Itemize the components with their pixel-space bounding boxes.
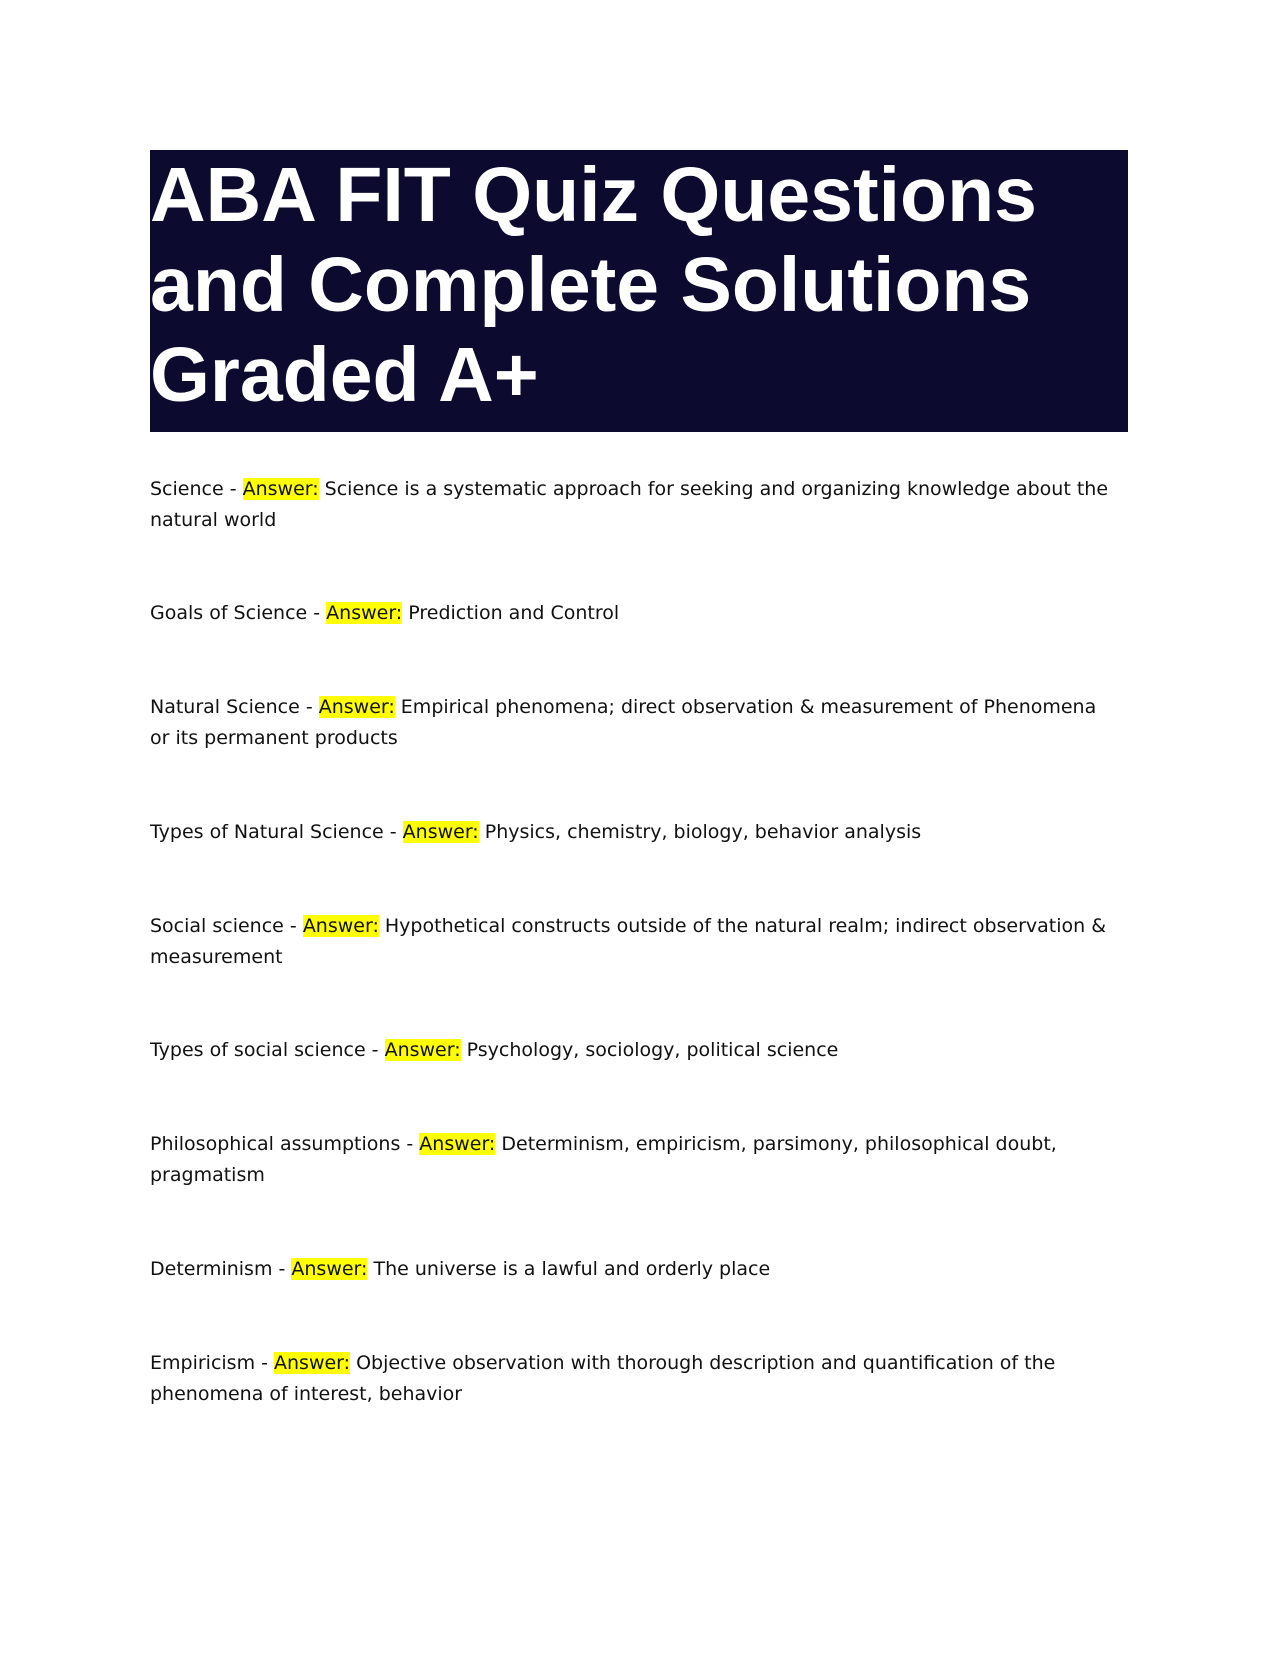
qa-separator: -	[365, 1039, 385, 1061]
qa-item-social-science	[150, 911, 1113, 973]
qa-definition: The universe is a lawful and orderly place	[367, 1258, 771, 1280]
document-title: ABA FIT Quiz Questions and Complete Solutions Graded A+	[150, 152, 1037, 418]
qa-separator: -	[307, 602, 327, 624]
answer-label: Answer:	[291, 1258, 368, 1280]
qa-definition: Objective observation with thorough description and quantification of the phenomena of interest, behavior	[150, 1352, 1062, 1405]
qa-term: Goals of Science	[150, 602, 308, 624]
qa-definition: Hypothetical constructs outside of the natural realm; indirect observation & measurement	[150, 915, 1113, 968]
qa-separator: -	[283, 915, 303, 937]
qa-term: Types of Natural Science	[150, 821, 384, 843]
qa-term: Philosophical assumptions	[150, 1133, 401, 1155]
answer-label: Answer:	[326, 602, 403, 624]
qa-item-types-of-natural-science	[150, 817, 1110, 848]
qa-separator: -	[272, 1258, 292, 1280]
qa-definition: Empirical phenomena; direct observation & measurement of Phenomena or its permanent products	[150, 696, 1103, 749]
answer-label: Answer:	[302, 915, 379, 937]
qa-term: Types of social science	[150, 1039, 366, 1061]
qa-item-science	[150, 474, 1115, 536]
qa-separator: -	[299, 696, 319, 718]
title-banner	[150, 150, 1128, 432]
qa-item-natural-science	[150, 692, 1110, 754]
qa-separator: -	[383, 821, 403, 843]
qa-item-philosophical-assumptions	[150, 1129, 1110, 1191]
qa-item-empiricism	[150, 1348, 1110, 1410]
answer-label: Answer:	[384, 1039, 461, 1061]
qa-separator: -	[255, 1352, 275, 1374]
qa-item-determinism	[150, 1254, 1110, 1285]
qa-definition: Science is a systematic approach for seeking and organizing knowledge about the natural world	[150, 478, 1115, 531]
qa-item-goals-of-science	[150, 598, 1110, 629]
qa-term: Empiricism	[150, 1352, 256, 1374]
qa-item-types-of-social-science	[150, 1035, 1110, 1066]
answer-label: Answer:	[242, 478, 319, 500]
qa-term: Social science	[150, 915, 284, 937]
answer-label: Answer:	[274, 1352, 351, 1374]
qa-term: Science	[150, 478, 224, 500]
qa-term: Natural Science	[150, 696, 300, 718]
qa-separator: -	[400, 1133, 420, 1155]
qa-definition: Physics, chemistry, biology, behavior analysis	[478, 821, 922, 843]
answer-label: Answer:	[318, 696, 395, 718]
qa-definition: Determinism, empiricism, parsimony, philosophical doubt, pragmatism	[150, 1133, 1063, 1186]
qa-term: Determinism	[150, 1258, 273, 1280]
qa-definition: Prediction and Control	[402, 602, 620, 624]
answer-label: Answer:	[402, 821, 479, 843]
qa-definition: Psychology, sociology, political science	[460, 1039, 839, 1061]
answer-label: Answer:	[419, 1133, 496, 1155]
qa-separator: -	[223, 478, 243, 500]
